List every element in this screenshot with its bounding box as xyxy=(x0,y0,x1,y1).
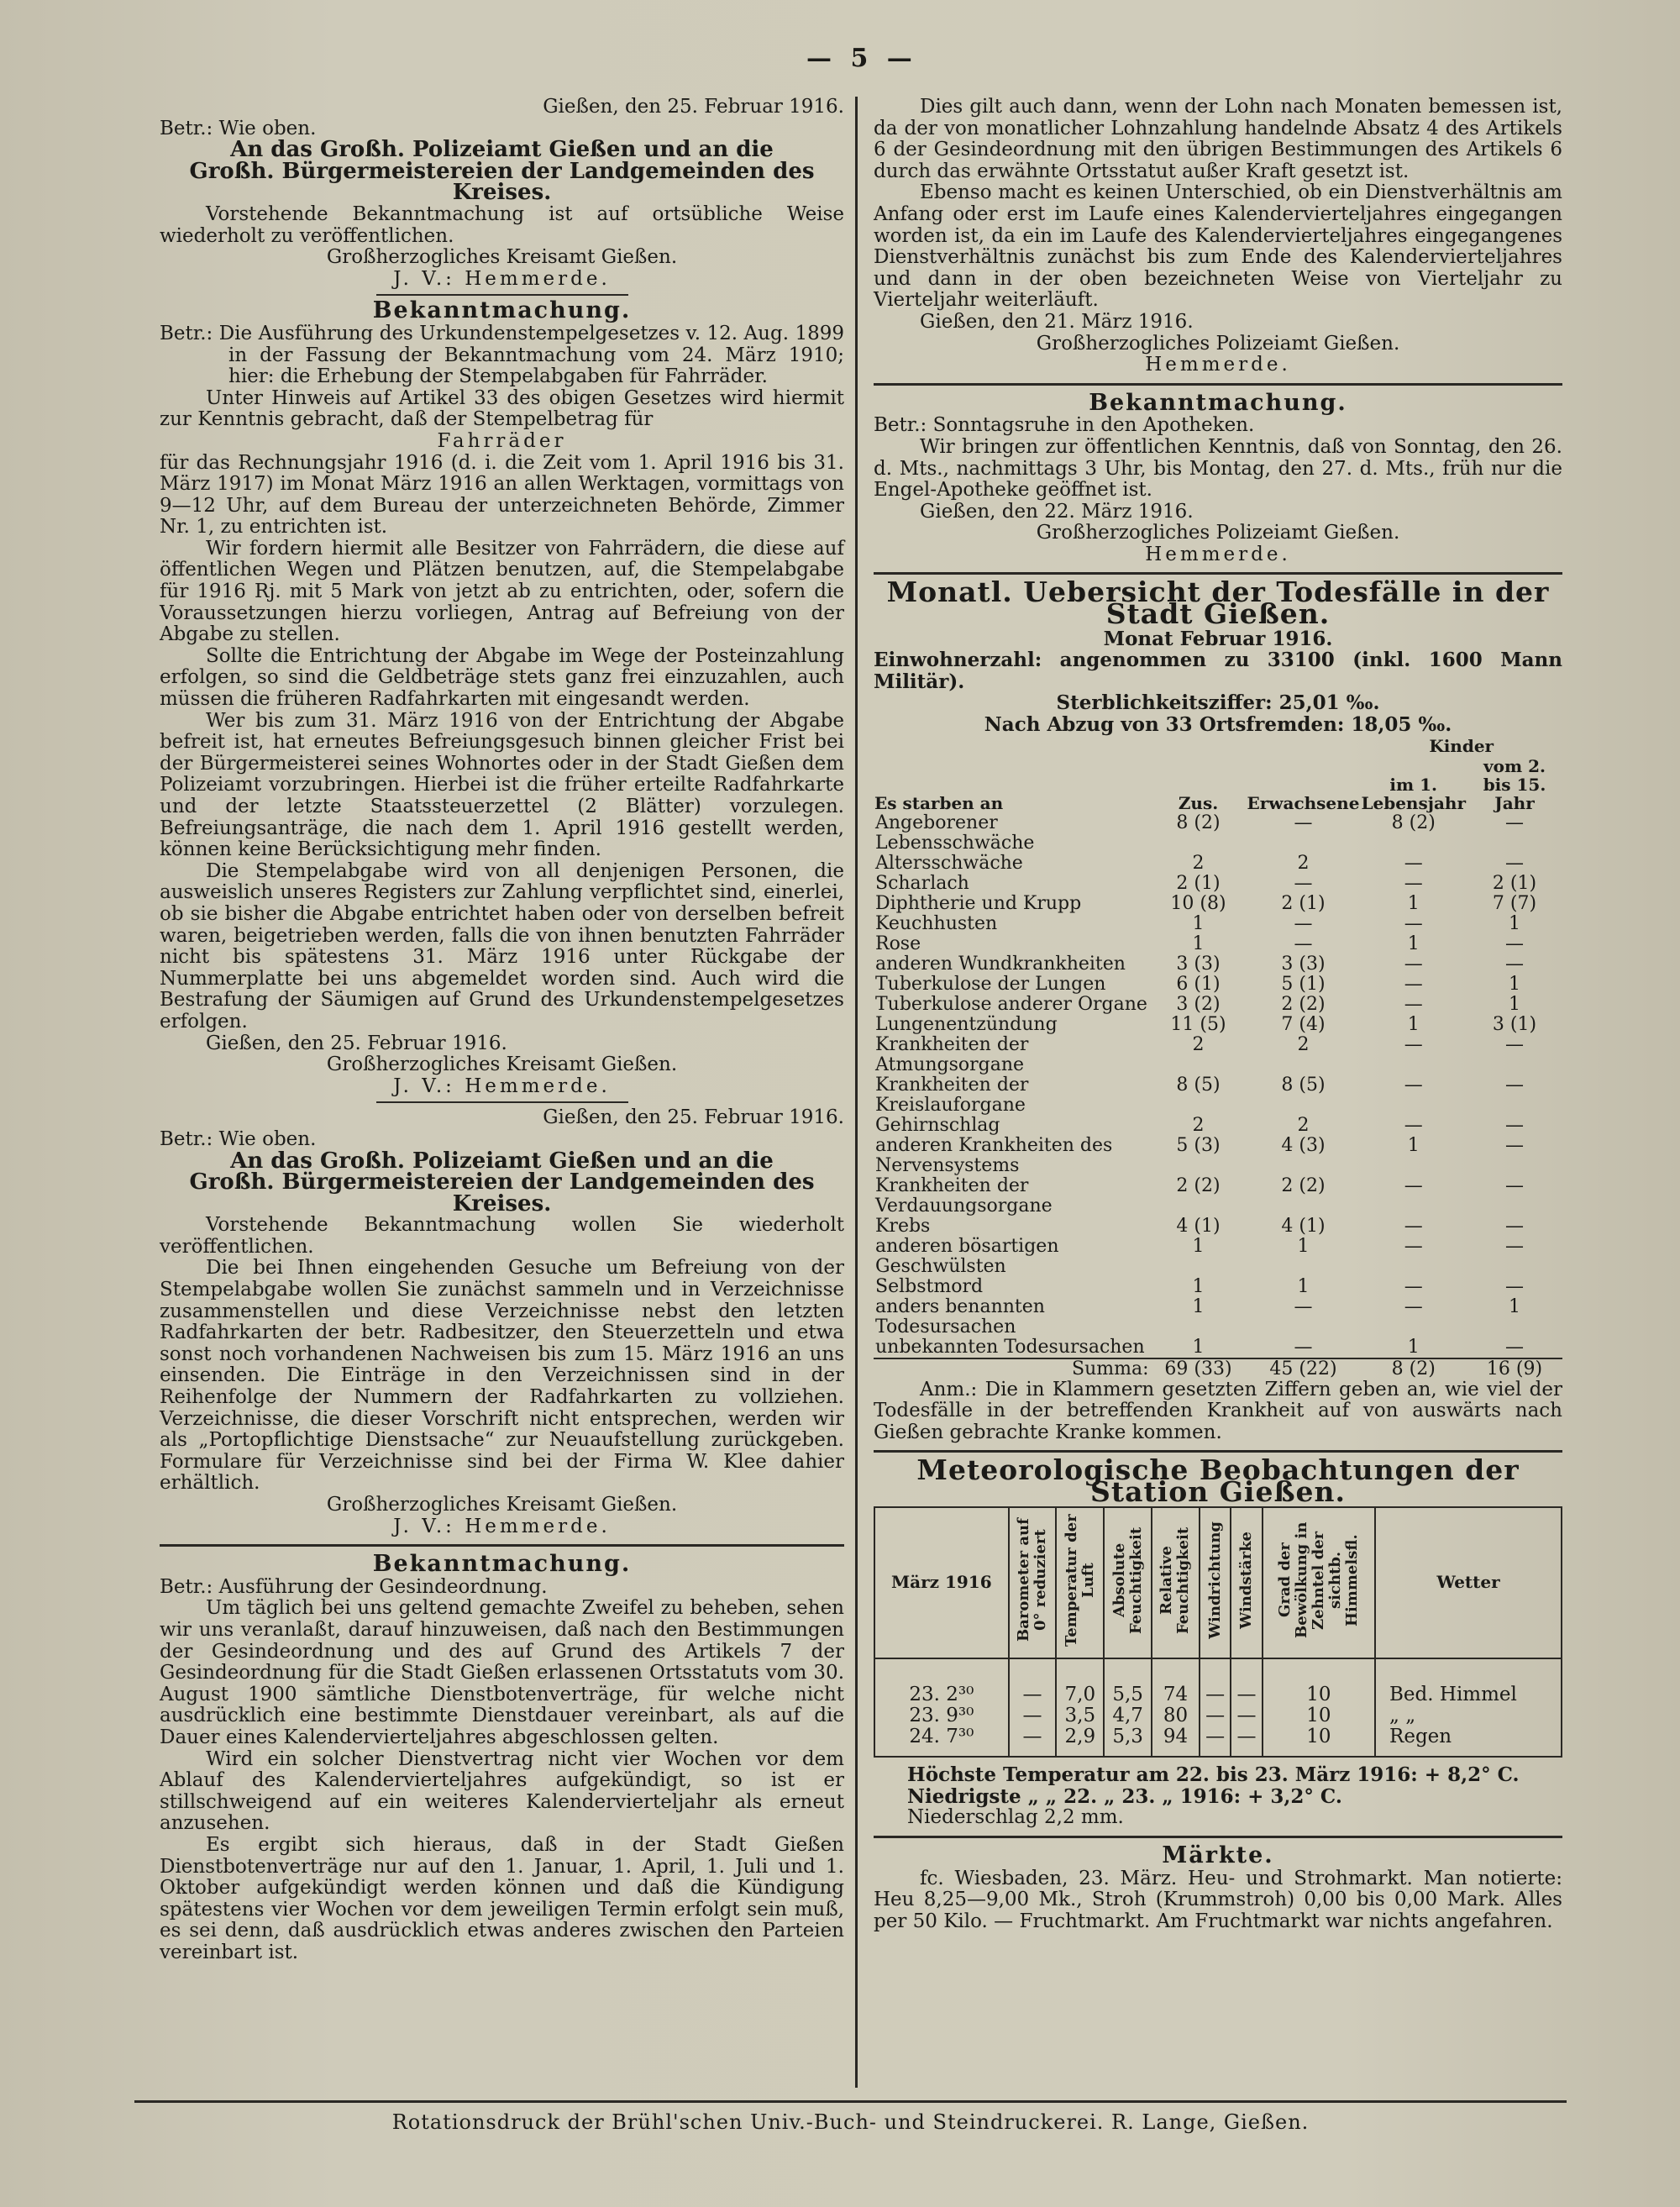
divider xyxy=(874,1450,1562,1453)
weather-cell: 74 xyxy=(1152,1658,1200,1705)
weather-cell: — xyxy=(1200,1658,1231,1705)
weather-header-cell xyxy=(1009,1507,1057,1659)
table-row xyxy=(874,914,1562,934)
address-line: Großh. Bürgermeistereien der Landgemeinden des Kreises. xyxy=(189,158,815,206)
count-cell: — xyxy=(1505,1033,1524,1055)
count-cell: — xyxy=(1505,812,1524,833)
count-cell: 7 (7) xyxy=(1492,892,1537,914)
count-cell: — xyxy=(1294,1295,1313,1317)
table-row xyxy=(874,1035,1562,1075)
address-line: An das Großh. Polizeiamt Gießen und an die xyxy=(230,137,774,163)
table-row xyxy=(874,894,1562,914)
weather-cell: 10 xyxy=(1263,1726,1375,1757)
cause-cell: Rose xyxy=(875,933,921,954)
weather-header-label: Relative Feuchtigkeit xyxy=(1158,1527,1193,1634)
page-number: — 5 — xyxy=(806,44,917,73)
max-temperature: Höchste Temperatur am 22. bis 23. März 1916: + 8,2° C. xyxy=(907,1763,1520,1787)
weather-table-body xyxy=(874,1658,1562,1757)
notice-heading: Bekanntmachung. xyxy=(372,297,632,324)
weather-cell: 3,5 xyxy=(1056,1705,1104,1726)
weather-cell: 4,7 xyxy=(1104,1705,1152,1726)
sum-cell: 69 (33) xyxy=(1151,1358,1247,1379)
count-cell: 3 (1) xyxy=(1492,1013,1537,1035)
weather-cell: 10 xyxy=(1263,1705,1375,1726)
cause-cell: Krankheiten der Kreislauforgane xyxy=(875,1074,1029,1116)
table-row xyxy=(874,1136,1562,1176)
weather-header-row xyxy=(874,1507,1562,1659)
column-rule xyxy=(855,97,858,2088)
count-cell: — xyxy=(1505,933,1524,954)
count-cell: 1 xyxy=(1407,1134,1420,1156)
notice-paragraph: Vorstehende Bekanntmachung wollen Sie wiederholt veröffentlichen. xyxy=(160,1214,844,1258)
count-cell: 1 xyxy=(1192,912,1205,934)
count-cell: 5 (1) xyxy=(1281,973,1326,995)
cause-cell: Tuberkulose der Lungen xyxy=(875,973,1106,995)
notice-paragraph: Wer bis zum 31. März 1916 von der Entrichtung der Abgabe befreit ist, hat erneutes Befreiungsgesuch binnen gleicher Frist bei der Bürgermeisterei seines Wohnortes oder in der Stadt Gießen dem Polizeiamt vorzubringen. Hierbei ist die früher erteilte Radfahrkarte und der letzte Staatssteuerzettel (2 Blätter) vorzulegen. Befreiungsanträge, die nach dem 1. April 1916 gestellt werden, können keine Berücksichtigung mehr finden. xyxy=(160,709,844,861)
cause-cell: Gehirnschlag xyxy=(875,1114,1000,1136)
count-cell: 1 xyxy=(1509,973,1520,995)
count-cell: — xyxy=(1294,1336,1313,1358)
count-cell: 2 xyxy=(1297,1114,1310,1136)
deaths-table xyxy=(874,736,1562,1379)
cause-cell: Krankheiten der Atmungsorgane xyxy=(875,1033,1029,1075)
weather-cell: — xyxy=(1200,1705,1231,1726)
weather-header-cell xyxy=(1375,1507,1562,1659)
weather-cell: — xyxy=(1231,1726,1262,1757)
sum-label: Summa: xyxy=(874,1358,1151,1379)
count-cell: 2 (1) xyxy=(1492,872,1537,894)
date-line: Gießen, den 25. Februar 1916. xyxy=(206,1032,507,1054)
weather-header-label: Barometer auf 0° reduziert xyxy=(1015,1518,1050,1642)
signature: Hemmerde. xyxy=(1145,543,1291,565)
count-cell: 1 xyxy=(1407,1013,1420,1035)
table-row xyxy=(874,854,1562,874)
left-column xyxy=(160,97,844,1963)
header-infants: im 1. Lebensjahr xyxy=(1361,774,1467,813)
right-column xyxy=(874,97,1562,1932)
sum-cell: 45 (22) xyxy=(1247,1358,1361,1379)
notice-paragraph: Um täglich bei uns geltend gemachte Zweifel zu beheben, sehen wir uns veranlaßt, darauf hinzuweisen, daß nach den Bestimmungen der Gesindeordnung und des auf Grund des Artikels 7 der Gesindeordnung für die Stadt Gießen erlassenen Ortsstatuts vom 30. August 1900 sämtliche Dienstbotenverträge, für welche nicht ausdrücklich eine bestimmte Dienstdauer vereinbart, als auf die Dauer eines Kalendervierteljahres abgeschlossen gelten. xyxy=(160,1597,844,1748)
date-line: Gießen, den 22. März 1916. xyxy=(920,500,1194,523)
count-cell: — xyxy=(1294,912,1313,934)
office-name: Großherzogliches Polizeiamt Gießen. xyxy=(1036,522,1400,544)
table-row xyxy=(874,1337,1562,1358)
weather-header-cell xyxy=(874,1507,1009,1659)
signature: J. V.: Hemmerde. xyxy=(393,1075,611,1097)
count-cell: — xyxy=(1505,1275,1524,1297)
subject-line: Betr.: Wie oben. xyxy=(160,1127,317,1150)
count-cell: — xyxy=(1505,1235,1524,1257)
weather-header-cell xyxy=(1200,1507,1231,1659)
count-cell: 2 (1) xyxy=(1281,892,1326,914)
count-cell: 8 (5) xyxy=(1176,1074,1221,1096)
weather-row xyxy=(874,1705,1562,1726)
table-row xyxy=(874,934,1562,954)
count-cell: 1 xyxy=(1192,933,1205,954)
table-row xyxy=(874,1297,1562,1337)
table-row xyxy=(874,1176,1562,1216)
notice-heading: Bekanntmachung. xyxy=(1089,389,1347,416)
weather-cell: 10 xyxy=(1263,1658,1375,1705)
weather-header-cell xyxy=(1263,1507,1375,1659)
weather-cell: — xyxy=(1200,1726,1231,1757)
divider xyxy=(160,1544,844,1547)
count-cell: 1 xyxy=(1509,912,1520,934)
weather-header-label: Absolute Feuchtigkeit xyxy=(1110,1527,1145,1634)
table-row xyxy=(874,995,1562,1015)
count-cell: 1 xyxy=(1192,1336,1205,1358)
notice-paragraph: Dies gilt auch dann, wenn der Lohn nach Monaten bemessen ist, da der von monatlicher Lohnzahlung handelnde Absatz 4 des Artikels 6 der Gesindeordnung mit den übrigen Bestimmungen des Artikels 6 durch das erwähnte Ortsstatut außer Kraft gesetzt ist. xyxy=(874,96,1562,182)
dateline: Gießen, den 25. Februar 1916. xyxy=(543,1106,844,1129)
cause-cell: anderen Wundkrankheiten xyxy=(875,953,1126,975)
count-cell: — xyxy=(1505,1114,1524,1136)
count-cell: — xyxy=(1404,953,1423,975)
count-cell: — xyxy=(1404,1174,1423,1196)
header-children: Kinder xyxy=(1429,735,1494,756)
count-cell: 1 xyxy=(1407,892,1420,914)
deaths-table-body xyxy=(874,813,1562,1379)
count-cell: — xyxy=(1404,993,1423,1015)
table-row xyxy=(874,1015,1562,1035)
header-older-children: vom 2. bis 15. Jahr xyxy=(1483,755,1546,813)
notice-paragraph: Wir fordern hiermit alle Besitzer von Fahrrädern, die diese auf öffentlichen Wegen und Plätzen benutzen, auf, die Stempelabgabe für 1916 Rj. mit 5 Mark von jetzt ab zu entrichten, oder, sofern die Voraussetzungen hierzu vorliegen, Antrag auf Befreiung von der Abgabe zu stellen. xyxy=(160,537,844,646)
cause-cell: Selbstmord xyxy=(875,1275,984,1297)
printer-imprint: Rotationsdruck der Brühl'schen Univ.-Buch- und Steindruckerei. R. Lange, Gießen. xyxy=(391,2110,1310,2134)
weather-header-cell xyxy=(1231,1507,1262,1659)
cause-cell: Diphtherie und Krupp xyxy=(875,892,1082,914)
cause-cell: anderen bösartigen Geschwülsten xyxy=(875,1235,1059,1277)
table-row xyxy=(874,1075,1562,1116)
weather-row xyxy=(874,1726,1562,1757)
count-cell: 3 (2) xyxy=(1176,993,1221,1015)
count-cell: — xyxy=(1505,1336,1524,1358)
count-cell: — xyxy=(1404,872,1423,894)
count-cell: — xyxy=(1404,1114,1423,1136)
weather-cell: — xyxy=(1009,1705,1057,1726)
notice-text: Vorstehende Bekanntmachung ist auf ortsübliche Weise wiederholt zu veröffentlichen. xyxy=(160,202,844,247)
divider xyxy=(874,1836,1562,1838)
cause-cell: Lungenentzündung xyxy=(875,1013,1058,1035)
subject-line: Betr.: Ausführung der Gesindeordnung. xyxy=(160,1575,548,1598)
notice-paragraph: für das Rechnungsjahr 1916 (d. i. die Zeit vom 1. April 1916 bis 31. März 1917) im Monat März 1916 an allen Werktagen, vormittags von 9—12 Uhr, auf dem Bureau der unterzeichneten Behörde, Zimmer Nr. 1, zu entrichten ist. xyxy=(160,451,844,539)
count-cell: — xyxy=(1404,973,1423,995)
sum-cell: 16 (9) xyxy=(1467,1358,1562,1379)
cause-cell: Krankheiten der Verdauungsorgane xyxy=(875,1174,1053,1216)
count-cell: 1 xyxy=(1192,1275,1205,1297)
count-cell: — xyxy=(1404,1295,1423,1317)
count-cell: — xyxy=(1404,1074,1423,1096)
mortality-adjusted-line: Nach Abzug von 33 Ortsfremden: 18,05 ‰. xyxy=(984,713,1452,737)
count-cell: 6 (1) xyxy=(1176,973,1221,995)
table-row xyxy=(874,1116,1562,1136)
weather-header-cell xyxy=(1056,1507,1104,1659)
weather-header-label: Temperatur der Luft xyxy=(1062,1513,1097,1647)
notice-paragraph: Wird ein solcher Dienstvertrag nicht vier Wochen vor dem Ablauf des Kalendervierteljahres aufgekündigt, so ist er stillschweigend auf ein weiteres Kalendervierteljahr als erneut anzusehen. xyxy=(160,1747,844,1835)
table-row xyxy=(874,975,1562,995)
count-cell: 1 xyxy=(1297,1235,1310,1257)
weather-cell: 2,9 xyxy=(1056,1726,1104,1757)
count-cell: 1 xyxy=(1407,1336,1420,1358)
count-cell: 5 (3) xyxy=(1176,1134,1221,1156)
weather-header-cell xyxy=(1152,1507,1200,1659)
table-row xyxy=(874,954,1562,975)
count-cell: — xyxy=(1404,912,1423,934)
cause-cell: unbekannten Todesursachen xyxy=(875,1336,1145,1358)
header-adults: Erwachsene xyxy=(1247,792,1360,813)
weather-cell: „ „ xyxy=(1375,1705,1562,1726)
weather-cell: 5,5 xyxy=(1104,1658,1152,1705)
weather-cell: Bed. Himmel xyxy=(1375,1658,1562,1705)
weather-cell: 5,3 xyxy=(1104,1726,1152,1757)
weather-cell: 94 xyxy=(1152,1726,1200,1757)
count-cell: 1 xyxy=(1509,993,1520,1015)
count-cell: — xyxy=(1505,1134,1524,1156)
count-cell: 1 xyxy=(1192,1295,1205,1317)
count-cell: — xyxy=(1404,1215,1423,1237)
count-cell: — xyxy=(1404,852,1423,874)
count-cell: — xyxy=(1294,812,1313,833)
notice-paragraph: Die bei Ihnen eingehenden Gesuche um Befreiung von der Stempelabgabe wollen Sie zunächst sammeln und in Verzeichnisse zusammenstellen und diese Verzeichnisse nebst den letzten Radfahrkarten der betr. Radbesitzer, den Steuerzetteln und etwa sonst noch vorhandenen Nachweisen bis zum 15. März 1916 an uns einsenden. Die Einträge in den Verzeichnissen sind in der Reihenfolge der Nummern der Radfahrkarten zu vollziehen. Verzeichnisse, die dieser Vorschrift nicht entsprechen, werden wir als „Portopflichtige Dienstsache“ zur Neuaufstellung zurückgeben. Formulare für Verzeichnisse sind bei der Firma W. Klee dahier erhältlich. xyxy=(160,1257,844,1495)
footer-rule xyxy=(134,2100,1567,2103)
emphasis-line: Fahrräder xyxy=(437,429,567,452)
count-cell: 2 (2) xyxy=(1281,1174,1326,1196)
month-line: Monat Februar 1916. xyxy=(1103,627,1333,650)
cause-cell: Tuberkulose anderer Organe xyxy=(875,993,1147,1015)
notice-paragraph: Es ergibt sich hieraus, daß in der Stadt Gießen Dienstbotenverträge nur auf den 1. Januar, 1. April, 1. Juli und 1. Oktober aufgekündigt werden können und daß die Kündigung spätestens vier Wochen vor dem jeweiligen Termin erfolgt sein muß, es sei denn, daß ausdrücklich etwas anderes zwischen den Parteien vereinbart ist. xyxy=(160,1833,844,1963)
cause-cell: Keuchhusten xyxy=(875,912,998,934)
count-cell: 10 (8) xyxy=(1170,892,1226,914)
subject-line: Betr.: Die Ausführung des Urkundenstempelgesetzes v. 12. Aug. 1899 in der Fassung der Bekanntmachung vom 24. März 1910; hier: die Erhebung der Stempelabgaben für Fahrräder. xyxy=(160,322,844,388)
weather-cell: — xyxy=(1009,1658,1057,1705)
weather-header-label: Windrichtung xyxy=(1205,1521,1224,1639)
notice-heading: Bekanntmachung. xyxy=(372,1551,632,1578)
count-cell: 8 (2) xyxy=(1176,812,1221,833)
note: Anm.: Die in Klammern gesetzten Ziffern geben an, wie viel der Todesfälle in der betreffenden Krankheit auf von auswärts nach Gießen gebrachte Kranke kommen. xyxy=(874,1378,1562,1443)
weather-cell: 24. 7³⁰ xyxy=(874,1726,1009,1757)
count-cell: — xyxy=(1404,1235,1423,1257)
weather-table xyxy=(874,1506,1562,1758)
table-row xyxy=(874,1277,1562,1297)
count-cell: — xyxy=(1404,1033,1423,1055)
notice-paragraph: Sollte die Entrichtung der Abgabe im Wege der Posteinzahlung erfolgen, so sind die Geldbeträge stets ganz frei einzuzahlen, auch müssen die früheren Radfahrkarten mit eingesandt werden. xyxy=(160,644,844,711)
signature: J. V.: Hemmerde. xyxy=(393,1515,611,1537)
signature: J. V.: Hemmerde. xyxy=(393,267,611,290)
subject-line: Betr.: Wie oben. xyxy=(160,117,317,139)
mortality-line: Sterblichkeitsziffer: 25,01 ‰. xyxy=(1056,691,1380,715)
header-total: Zus. xyxy=(1178,792,1219,813)
weather-banner: Meteorologische Beobachtungen der Station Gießen. xyxy=(916,1453,1520,1508)
count-cell: — xyxy=(1505,1215,1524,1237)
count-cell: 4 (3) xyxy=(1281,1134,1326,1156)
count-cell: 7 (4) xyxy=(1281,1013,1326,1035)
weather-cell: 80 xyxy=(1152,1705,1200,1726)
count-cell: 3 (3) xyxy=(1176,953,1221,975)
weather-cell: Regen xyxy=(1375,1726,1562,1757)
count-cell: 11 (5) xyxy=(1170,1013,1226,1035)
sum-cell: 8 (2) xyxy=(1360,1358,1467,1379)
sum-row xyxy=(874,1358,1562,1379)
count-cell: 2 xyxy=(1297,1033,1310,1055)
weather-header-label: Windstärke xyxy=(1237,1531,1256,1629)
weather-cell: — xyxy=(1231,1658,1262,1705)
count-cell: 8 (2) xyxy=(1391,812,1436,833)
markets-text: fc. Wiesbaden, 23. März. Heu- und Strohmarkt. Man notierte: Heu 8,25—9,00 Mk., Stroh (Krummstroh) 0,00 bis 0,00 Mark. Alles per 50 Kilo. — Fruchtmarkt. Am Fruchtmarkt war nichts angefahren. xyxy=(874,1867,1562,1932)
count-cell: — xyxy=(1505,1174,1524,1196)
weather-cell: 7,0 xyxy=(1056,1658,1104,1705)
table-row xyxy=(874,1216,1562,1237)
weather-cell: — xyxy=(1009,1726,1057,1757)
count-cell: 2 xyxy=(1192,1114,1205,1136)
office-name: Großherzogliches Kreisamt Gießen. xyxy=(326,1054,678,1076)
weather-cell: 23. 2³⁰ xyxy=(874,1658,1009,1705)
dateline: Gießen, den 25. Februar 1916. xyxy=(543,96,844,118)
count-cell: 4 (1) xyxy=(1176,1215,1221,1237)
count-cell: 1 xyxy=(1509,1295,1520,1317)
count-cell: 2 (2) xyxy=(1281,993,1326,1015)
weather-row xyxy=(874,1658,1562,1705)
weather-header-label: Wetter xyxy=(1436,1572,1500,1593)
divider xyxy=(874,383,1562,386)
cause-cell: Scharlach xyxy=(875,872,969,894)
cause-cell: Altersschwäche xyxy=(875,852,1023,874)
office-name: Großherzogliches Polizeiamt Gießen. xyxy=(1036,332,1400,355)
notice-paragraph: Ebenso macht es keinen Unterschied, ob ein Dienstverhältnis am Anfang oder erst im Laufe eines Kalendervierteljahres eingegangen worden ist, da ein im Laufe des Kalendervierteljahres eingegangenes Dienstverhältnis zunächst bis zum Ende des Kalendervierteljahres und dann in der oben bezeichneten Weise von Vierteljahr zu Vierteljahr weiterläuft. xyxy=(874,181,1562,312)
office-name: Großherzogliches Kreisamt Gießen. xyxy=(326,1494,678,1516)
date-line: Gießen, den 21. März 1916. xyxy=(920,310,1194,333)
count-cell: 1 xyxy=(1297,1275,1310,1297)
deaths-banner: Monatl. Uebersicht der Todesfälle in der Stadt Gießen. xyxy=(886,575,1550,631)
notice-paragraph: Wir bringen zur öffentlichen Kenntnis, daß von Sonntag, den 26. d. Mts., nachmittags 3 Uhr, bis Montag, den 27. d. Mts., früh nur die Engel-Apotheke geöffnet ist. xyxy=(874,435,1562,502)
table-row xyxy=(874,813,1562,854)
weather-cell: — xyxy=(1231,1705,1262,1726)
cause-cell: Krebs xyxy=(875,1215,931,1237)
address-line: An das Großh. Polizeiamt Gießen und an die xyxy=(230,1148,774,1174)
count-cell: 1 xyxy=(1407,933,1420,954)
count-cell: — xyxy=(1505,953,1524,975)
count-cell: 2 xyxy=(1297,852,1310,874)
header-cause: Es starben an xyxy=(874,792,1004,813)
count-cell: — xyxy=(1294,872,1313,894)
count-cell: — xyxy=(1294,933,1313,954)
notice-paragraph: Die Stempelabgabe wird von all denjenigen Personen, die ausweislich unseres Registers zur Zahlung verpflichtet sind, einerlei, ob sie bisher die Abgabe entrichtet haben oder von derselben befreit waren, beigetrieben werden, falls die von ihnen benutzten Fahrräder nicht bis spätestens 31. März 1916 unter Rückgabe der Nummerplatte bei uns abgemeldet worden sind. Auch wird die Bestrafung der Säumigen auf Grund des Urkundenstempelgesetzes erfolgen. xyxy=(160,859,844,1033)
weather-header-label: März 1916 xyxy=(891,1572,992,1593)
notice-paragraph: Unter Hinweis auf Artikel 33 des obigen Gesetzes wird hiermit zur Kenntnis gebracht, daß der Stempelbetrag für xyxy=(160,386,844,431)
precipitation: Niederschlag 2,2 mm. xyxy=(907,1806,1124,1829)
count-cell: 8 (5) xyxy=(1281,1074,1326,1096)
cause-cell: anders benannten Todesursachen xyxy=(875,1295,1045,1337)
count-cell: — xyxy=(1505,1074,1524,1096)
divider xyxy=(874,572,1562,575)
count-cell: — xyxy=(1404,1275,1423,1297)
markets-heading: Märkte. xyxy=(1162,1842,1274,1868)
address-line: Großh. Bürgermeistereien der Landgemeinden des Kreises. xyxy=(189,1169,815,1216)
count-cell: 2 (2) xyxy=(1176,1174,1221,1196)
cause-cell: Angeborener Lebensschwäche xyxy=(875,812,1035,854)
count-cell: 1 xyxy=(1192,1235,1205,1257)
count-cell: 2 (1) xyxy=(1176,872,1221,894)
count-cell: 2 xyxy=(1192,1033,1205,1055)
weather-cell: 23. 9³⁰ xyxy=(874,1705,1009,1726)
table-row xyxy=(874,1237,1562,1277)
weather-header-cell xyxy=(1104,1507,1152,1659)
count-cell: 2 xyxy=(1192,852,1205,874)
divider xyxy=(376,1101,628,1103)
subject-line: Betr.: Sonntagsruhe in den Apotheken. xyxy=(874,414,1255,437)
cause-cell: anderen Krankheiten des Nervensystems xyxy=(875,1134,1113,1176)
min-temperature: Niedrigste „ „ 22. „ 23. „ 1916: + 3,2° C. xyxy=(907,1784,1342,1808)
office-name: Großherzogliches Kreisamt Gießen. xyxy=(326,246,678,269)
weather-header-label: Grad der Bewölkung in Zehntel der sichtb. Himmelsfl. xyxy=(1275,1521,1361,1638)
divider xyxy=(376,294,628,296)
count-cell: — xyxy=(1505,852,1524,874)
population-line: Einwohnerzahl: angenommen zu 33100 (inkl. 1600 Mann Militär). xyxy=(874,649,1562,693)
count-cell: 4 (1) xyxy=(1281,1215,1326,1237)
count-cell: 3 (3) xyxy=(1281,953,1326,975)
table-row xyxy=(874,874,1562,894)
signature: Hemmerde. xyxy=(1145,354,1291,376)
